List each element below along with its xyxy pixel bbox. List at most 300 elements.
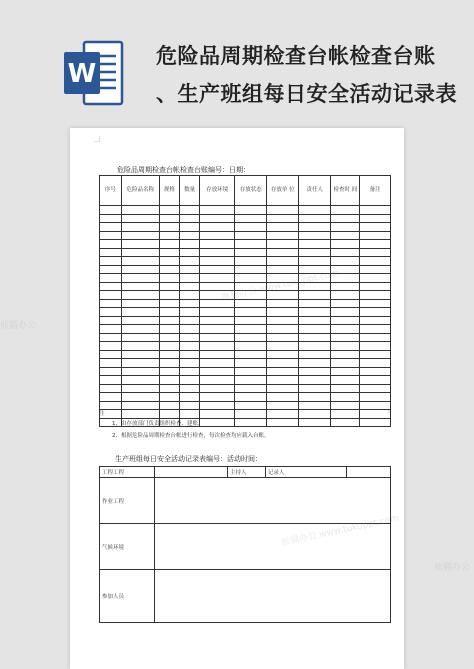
ledger-cell [331, 418, 360, 427]
ledger-cell [235, 299, 267, 308]
ledger-cell [159, 316, 179, 325]
activity-row-work [100, 478, 391, 524]
ledger-cell [235, 240, 267, 249]
ledger-cell [235, 206, 267, 215]
ledger-cell [331, 384, 360, 393]
ledger-cell [267, 308, 299, 317]
ledger-cell [360, 333, 391, 342]
ledger-cell [360, 410, 391, 419]
ledger-cell [159, 393, 179, 402]
ledger-cell [121, 376, 159, 385]
ledger-cell [180, 265, 200, 274]
ledger-cell [159, 342, 179, 351]
ledger-cell [159, 248, 179, 257]
ledger-cell [360, 257, 391, 266]
ledger-cell [267, 384, 299, 393]
ledger-cell [159, 223, 179, 232]
ledger-cell [267, 257, 299, 266]
word-logo-letter: W [67, 59, 97, 89]
ledger-cell [235, 231, 267, 240]
ledger-cell [331, 240, 360, 249]
ledger-cell [180, 376, 200, 385]
ledger-cell [159, 265, 179, 274]
ledger-cell [331, 299, 360, 308]
ledger-cell [299, 223, 331, 232]
ledger-cell [299, 257, 331, 266]
ledger-cell [159, 282, 179, 291]
col-header-unit: 存放单 位 [267, 176, 299, 206]
ledger-header-row [100, 176, 391, 206]
col-header-index: 序号 [100, 176, 122, 206]
ledger-cell [121, 291, 159, 300]
activity-row-work-value [155, 478, 391, 524]
ledger-cell [360, 384, 391, 393]
ledger-cell [121, 240, 159, 249]
word-document-icon [62, 38, 124, 108]
ledger-cell [299, 410, 331, 419]
ledger-row [100, 308, 391, 317]
ledger-cell [100, 376, 122, 385]
note-item-1: 1、由存放部门负责组织检查、建账。 [112, 421, 204, 427]
ledger-cell [180, 410, 200, 419]
ledger-row [100, 223, 391, 232]
ledger-cell [121, 282, 159, 291]
ledger-cell [100, 282, 122, 291]
ledger-cell [267, 231, 299, 240]
ledger-cell [360, 223, 391, 232]
ledger-cell [331, 333, 360, 342]
ledger-cell [360, 248, 391, 257]
ledger-cell [360, 418, 391, 427]
ledger-cell [180, 291, 200, 300]
ledger-cell [200, 393, 235, 402]
ledger-cell [267, 206, 299, 215]
ledger-cell [267, 418, 299, 427]
activity-row-participants-value [155, 570, 391, 623]
ledger-cell [360, 214, 391, 223]
col-header-check-time: 检查时 间 [331, 176, 360, 206]
ledger-cell [331, 214, 360, 223]
ledger-cell [299, 359, 331, 368]
ledger-cell [200, 350, 235, 359]
ledger-cell [180, 316, 200, 325]
ledger-cell [121, 231, 159, 240]
ledger-cell [235, 214, 267, 223]
ledger-row [100, 299, 391, 308]
ledger-cell [159, 401, 179, 410]
note-item-2: 2、根据危险品周期检查台帐进行检查，每次检查均应载入台账。 [112, 433, 270, 439]
ledger-cell [299, 240, 331, 249]
ledger-cell [360, 206, 391, 215]
ledger-row [100, 206, 391, 215]
ledger-cell [159, 291, 179, 300]
ledger-cell [180, 401, 200, 410]
ledger-cell [360, 401, 391, 410]
ledger-cell [360, 308, 391, 317]
ledger-cell [235, 342, 267, 351]
ledger-cell [100, 257, 122, 266]
notes-end-mark: : [388, 409, 390, 415]
ledger-cell [235, 393, 267, 402]
ledger-cell [331, 367, 360, 376]
ledger-cell [100, 333, 122, 342]
activity-row-participants [100, 570, 391, 623]
ledger-cell [200, 325, 235, 334]
activity-host-label: 主持人 [228, 467, 266, 478]
col-header-status: 存放状态 [235, 176, 267, 206]
ledger-cell [200, 248, 235, 257]
ledger-cell [360, 291, 391, 300]
ledger-cell [299, 308, 331, 317]
ledger-cell [331, 350, 360, 359]
ledger-cell [235, 418, 267, 427]
ledger-cell [180, 393, 200, 402]
ledger-cell [267, 350, 299, 359]
ledger-cell [200, 401, 235, 410]
ledger-cell [331, 401, 360, 410]
ledger-cell [235, 359, 267, 368]
ledger-row [100, 393, 391, 402]
ledger-cell [180, 367, 200, 376]
ledger-cell [200, 257, 235, 266]
col-header-quantity: 数量 [180, 176, 200, 206]
ledger-cell [331, 410, 360, 419]
ledger-cell [121, 325, 159, 334]
ledger-cell [235, 367, 267, 376]
ledger-row [100, 274, 391, 283]
ledger-cell [100, 214, 122, 223]
document-title-line-2: 、生产班组每日安全活动记录表 [156, 82, 457, 106]
ledger-cell [100, 316, 122, 325]
corner-mark-top-left [94, 136, 100, 142]
ledger-row [100, 384, 391, 393]
watermark-text-2: 熊猫办公 www.tukuppt.com [280, 513, 400, 549]
ledger-cell [100, 291, 122, 300]
ledger-cell [121, 393, 159, 402]
activity-recorder-value [347, 467, 391, 478]
ledger-cell [299, 342, 331, 351]
col-header-name: 危险品名称 [121, 176, 159, 206]
ledger-cell [267, 401, 299, 410]
ledger-cell [159, 299, 179, 308]
ledger-cell [360, 325, 391, 334]
ledger-cell [121, 214, 159, 223]
ledger-cell [331, 316, 360, 325]
ledger-cell [159, 359, 179, 368]
ledger-cell [331, 291, 360, 300]
ledger-cell [100, 384, 122, 393]
ledger-cell [180, 333, 200, 342]
ledger-cell [180, 342, 200, 351]
ledger-cell [267, 376, 299, 385]
ledger-row [100, 248, 391, 257]
ledger-cell [267, 223, 299, 232]
ledger-cell [100, 308, 122, 317]
ledger-cell [235, 265, 267, 274]
ledger-cell [180, 214, 200, 223]
ledger-cell [267, 316, 299, 325]
ledger-cell [180, 308, 200, 317]
ledger-cell [200, 274, 235, 283]
ledger-cell [121, 265, 159, 274]
ledger-cell [100, 359, 122, 368]
ledger-cell [180, 325, 200, 334]
ledger-cell [100, 350, 122, 359]
ledger-row [100, 350, 391, 359]
ledger-cell [200, 223, 235, 232]
ledger-cell [100, 223, 122, 232]
ledger-cell [267, 367, 299, 376]
ledger-row [100, 316, 391, 325]
ledger-cell [180, 299, 200, 308]
ledger-cell [180, 282, 200, 291]
ledger-cell [121, 384, 159, 393]
ledger-cell [200, 376, 235, 385]
activity-header-row [100, 467, 391, 478]
activity-team-value [155, 467, 228, 478]
ledger-cell [200, 359, 235, 368]
ledger-cell [100, 240, 122, 249]
ledger-cell [121, 342, 159, 351]
ledger-cell [331, 325, 360, 334]
ledger-cell [267, 393, 299, 402]
ledger-cell [267, 214, 299, 223]
ledger-cell [235, 308, 267, 317]
col-header-spec: 规格 [159, 176, 179, 206]
ledger-row [100, 265, 391, 274]
ledger-cell [180, 248, 200, 257]
watermark-text-1: 熊猫办公 www.tukuppt.com [220, 268, 340, 304]
ledger-cell [200, 418, 235, 427]
ledger-cell [235, 350, 267, 359]
activity-row-participants-label: 参加人员 [100, 570, 155, 623]
ledger-cell [331, 231, 360, 240]
activity-table [99, 466, 391, 623]
ledger-cell [180, 359, 200, 368]
ledger-cell [331, 376, 360, 385]
ledger-cell [200, 316, 235, 325]
ledger-cell [299, 384, 331, 393]
ledger-cell [360, 274, 391, 283]
ledger-row [100, 401, 391, 410]
ledger-cell [121, 410, 159, 419]
ledger-cell [299, 248, 331, 257]
ledger-cell [360, 240, 391, 249]
ledger-cell [299, 376, 331, 385]
activity-team-label: 工程工程 [100, 467, 155, 478]
ledger-cell [121, 257, 159, 266]
document-page [70, 128, 404, 669]
ledger-cell [360, 316, 391, 325]
ledger-cell [235, 376, 267, 385]
ledger-cell [235, 333, 267, 342]
ledger-cell [200, 265, 235, 274]
ledger-cell [299, 316, 331, 325]
ledger-cell [235, 325, 267, 334]
ledger-cell [267, 299, 299, 308]
ledger-row [100, 359, 391, 368]
ledger-cell [235, 401, 267, 410]
ledger-cell [299, 393, 331, 402]
ledger-row [100, 410, 391, 419]
ledger-row [100, 257, 391, 266]
ledger-cell [159, 384, 179, 393]
ledger-cell [267, 410, 299, 419]
activity-caption: 生产班组每日安全活动记录表编号：活动时间： [115, 455, 262, 463]
ledger-cell [100, 248, 122, 257]
ledger-cell [180, 257, 200, 266]
ledger-cell [267, 265, 299, 274]
ledger-cell [100, 393, 122, 402]
activity-recorder-label: 记录人 [265, 467, 346, 478]
col-header-environment: 存放环境 [200, 176, 235, 206]
ledger-cell [235, 316, 267, 325]
ledger-cell [180, 350, 200, 359]
ledger-cell [299, 231, 331, 240]
ledger-cell [180, 231, 200, 240]
ledger-caption: 危险品周期检查台帐检查台账编号：日期： [117, 166, 250, 174]
ledger-cell [121, 316, 159, 325]
watermark-edge-right: 熊猫办公 [434, 563, 471, 573]
ledger-cell [200, 214, 235, 223]
ledger-cell [159, 376, 179, 385]
ledger-cell [299, 214, 331, 223]
ledger-cell [121, 206, 159, 215]
ledger-cell [121, 401, 159, 410]
ledger-cell [200, 367, 235, 376]
ledger-row [100, 325, 391, 334]
ledger-cell [100, 274, 122, 283]
ledger-cell [331, 359, 360, 368]
ledger-cell [299, 350, 331, 359]
ledger-cell [299, 418, 331, 427]
ledger-row [100, 342, 391, 351]
ledger-cell [299, 299, 331, 308]
ledger-cell [121, 274, 159, 283]
ledger-cell [200, 240, 235, 249]
ledger-cell [331, 248, 360, 257]
ledger-cell [331, 342, 360, 351]
ledger-cell [267, 325, 299, 334]
ledger-cell [121, 359, 159, 368]
ledger-row [100, 240, 391, 249]
ledger-cell [299, 291, 331, 300]
ledger-cell [360, 231, 391, 240]
ledger-cell [159, 206, 179, 215]
ledger-cell [200, 231, 235, 240]
ledger-cell [235, 410, 267, 419]
ledger-cell [267, 333, 299, 342]
ledger-cell [331, 282, 360, 291]
ledger-cell [121, 248, 159, 257]
ledger-cell [360, 282, 391, 291]
ledger-cell [200, 410, 235, 419]
ledger-cell [159, 367, 179, 376]
ledger-cell [360, 350, 391, 359]
ledger-cell [159, 350, 179, 359]
ledger-cell [159, 240, 179, 249]
ledger-cell [200, 342, 235, 351]
ledger-cell [299, 206, 331, 215]
ledger-cell [299, 325, 331, 334]
ledger-cell [100, 206, 122, 215]
ledger-cell [235, 248, 267, 257]
ledger-cell [100, 342, 122, 351]
ledger-row [100, 333, 391, 342]
col-header-owner: 责任人 [299, 176, 331, 206]
ledger-cell [360, 359, 391, 368]
ledger-cell [159, 257, 179, 266]
ledger-cell [360, 367, 391, 376]
ledger-cell [121, 350, 159, 359]
ledger-cell [159, 308, 179, 317]
ledger-cell [299, 333, 331, 342]
ledger-cell [360, 342, 391, 351]
activity-row-work-label: 作业工程 [100, 478, 155, 524]
ledger-cell [100, 299, 122, 308]
ledger-cell [331, 393, 360, 402]
ledger-cell [331, 223, 360, 232]
ledger-cell [121, 333, 159, 342]
ledger-cell [121, 223, 159, 232]
ledger-cell [299, 367, 331, 376]
ledger-cell [200, 384, 235, 393]
ledger-cell [159, 325, 179, 334]
ledger-cell [200, 308, 235, 317]
ledger-cell [235, 384, 267, 393]
col-header-remarks: 备注 [360, 176, 391, 206]
ledger-cell [360, 376, 391, 385]
ledger-row [100, 231, 391, 240]
ledger-cell [159, 274, 179, 283]
ledger-cell [267, 342, 299, 351]
ledger-cell [299, 401, 331, 410]
ledger-cell [200, 333, 235, 342]
ledger-cell [180, 274, 200, 283]
ledger-cell [100, 231, 122, 240]
ledger-cell [180, 206, 200, 215]
ledger-cell [121, 308, 159, 317]
ledger-cell [180, 223, 200, 232]
ledger-cell [100, 265, 122, 274]
ledger-cell [180, 384, 200, 393]
document-title-line-1: 危险品周期检查台帐检查台账 [156, 44, 436, 68]
ledger-table [99, 175, 391, 427]
ledger-cell [235, 257, 267, 266]
ledger-row [100, 367, 391, 376]
ledger-cell [331, 308, 360, 317]
ledger-cell [159, 333, 179, 342]
ledger-cell [360, 299, 391, 308]
ledger-cell [331, 257, 360, 266]
ledger-cell [235, 223, 267, 232]
ledger-row [100, 214, 391, 223]
watermark-edge-left: 熊猫办公 [0, 321, 37, 331]
ledger-row [100, 376, 391, 385]
ledger-cell [267, 248, 299, 257]
ledger-cell [267, 359, 299, 368]
ledger-cell [100, 367, 122, 376]
ledger-cell [159, 410, 179, 419]
ledger-cell [121, 299, 159, 308]
ledger-cell [100, 325, 122, 334]
ledger-cell [121, 367, 159, 376]
activity-row-weather-label: 气候环境 [100, 524, 155, 570]
ledger-cell [159, 231, 179, 240]
ledger-cell [180, 240, 200, 249]
ledger-cell [360, 393, 391, 402]
ledger-cell [360, 265, 391, 274]
